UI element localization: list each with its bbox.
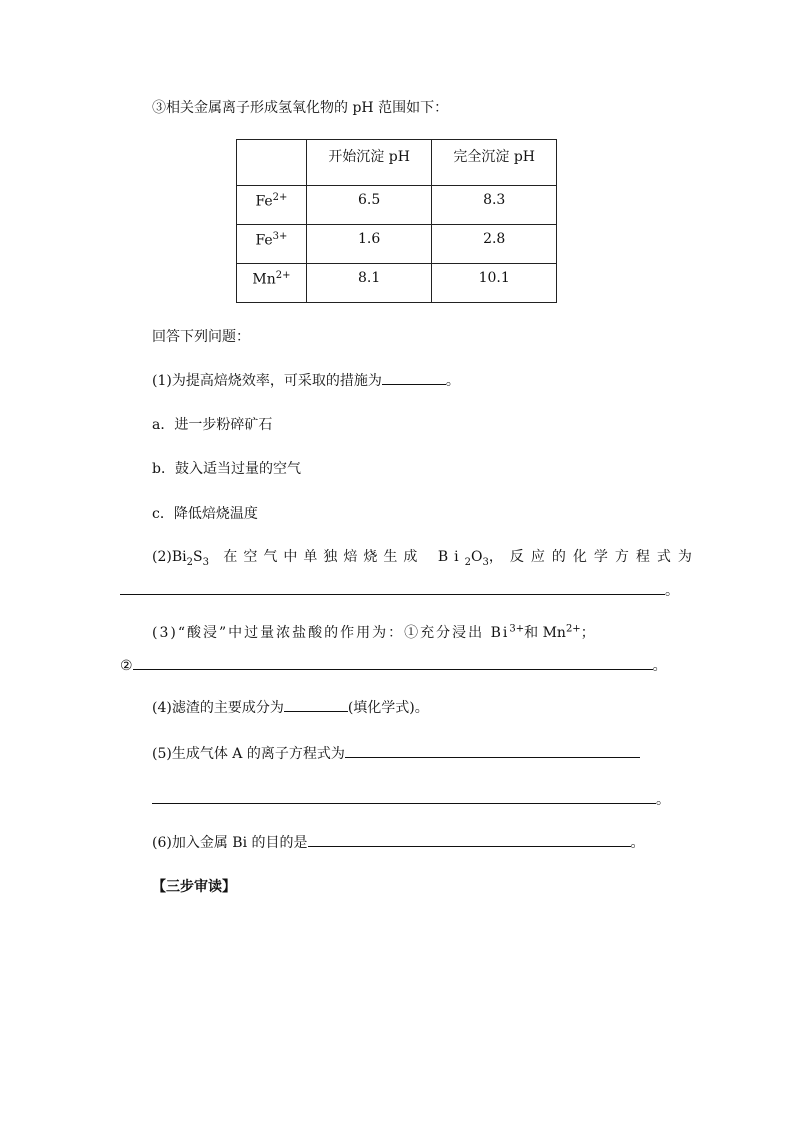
q2-text: O — [471, 549, 483, 565]
q3-text: ； — [580, 625, 595, 641]
question-2 — [152, 546, 699, 568]
q2-text: ，反应的化学方程式为 — [488, 549, 699, 565]
table-header-cell: 完全沉淀 pH — [432, 140, 557, 186]
answer-blank[interactable] — [133, 655, 653, 670]
ion-cell — [237, 186, 307, 225]
table-header-cell: 开始沉淀 pH — [306, 140, 432, 186]
table-row — [237, 264, 557, 303]
answer-blank[interactable] — [345, 743, 640, 758]
start-ph-cell: 8.1 — [306, 264, 432, 303]
answer-blank[interactable] — [284, 697, 348, 712]
section-heading: 【三步审读】 — [152, 879, 236, 895]
subscript: 2 — [186, 556, 193, 568]
question-5-answer — [152, 789, 670, 809]
question-2-answer — [120, 580, 679, 600]
superscript: 3+ — [509, 623, 525, 635]
q2-text: 在空气中单独焙烧生成 Bi — [208, 549, 465, 565]
question-5 — [152, 743, 640, 763]
question-6-end: 。 — [630, 835, 645, 851]
ion-charge: 2+ — [275, 270, 291, 281]
ion-cell — [237, 264, 307, 303]
q2-text: S — [192, 549, 203, 565]
table-header-cell — [237, 140, 307, 186]
superscript: 2+ — [565, 623, 581, 635]
q4-tail: (填化学式)。 — [347, 700, 429, 716]
question-3 — [152, 622, 595, 642]
q2-text: (2)Bi — [152, 549, 187, 565]
start-ph-cell: 6.5 — [306, 186, 432, 225]
question-3-end: 。 — [652, 658, 667, 674]
question-5-end: 。 — [656, 792, 670, 808]
q6-text: (6)加入金属 Bi 的目的是 — [152, 835, 308, 851]
intro-text: ③相关金属离子形成氢氧化物的 pH 范围如下： — [152, 100, 449, 116]
answer-blank[interactable] — [308, 832, 631, 847]
question-3-answer — [120, 655, 667, 675]
ion-cell — [237, 225, 307, 264]
ion-symbol: Fe — [255, 232, 273, 249]
option-b: b．鼓入适当过量的空气 — [152, 461, 301, 477]
subscript: 2 — [464, 556, 471, 568]
q4-text: (4)滤渣的主要成分为 — [152, 700, 284, 716]
answer-blank[interactable] — [152, 789, 656, 804]
complete-ph-cell: 2.8 — [432, 225, 557, 264]
option-a: a．进一步粉碎矿石 — [152, 417, 273, 433]
q5-text: (5)生成气体 A 的离子方程式为 — [152, 746, 345, 762]
complete-ph-cell: 8.3 — [432, 186, 557, 225]
question-4 — [152, 697, 429, 717]
option-c: c．降低焙烧温度 — [152, 506, 258, 522]
question-1 — [152, 370, 460, 390]
q3-text: 和 Mn — [524, 625, 566, 641]
answer-prompt: 回答下列问题： — [152, 329, 250, 345]
start-ph-cell: 1.6 — [306, 225, 432, 264]
question-1-end: 。 — [445, 373, 460, 389]
subscript: 3 — [482, 556, 489, 568]
question-2-end: 。 — [665, 583, 679, 599]
ion-charge: 3+ — [272, 231, 288, 242]
q3-text: (3)“酸浸”中过量浓盐酸的作用为：①充分浸出 Bi — [152, 625, 510, 641]
ion-symbol: Fe — [255, 193, 273, 210]
answer-blank[interactable] — [382, 370, 446, 385]
complete-ph-cell: 10.1 — [432, 264, 557, 303]
answer-blank[interactable] — [120, 580, 665, 595]
ion-charge: 2+ — [272, 192, 288, 203]
question-6 — [152, 832, 645, 852]
question-1-text: (1)为提高焙烧效率，可采取的措施为 — [152, 373, 382, 389]
subscript: 3 — [202, 556, 209, 568]
ph-table — [236, 139, 557, 303]
table-row — [237, 225, 557, 264]
ion-symbol: Mn — [252, 271, 276, 288]
table-header-row — [237, 140, 557, 186]
circled-2: ② — [120, 658, 133, 674]
table-row — [237, 186, 557, 225]
